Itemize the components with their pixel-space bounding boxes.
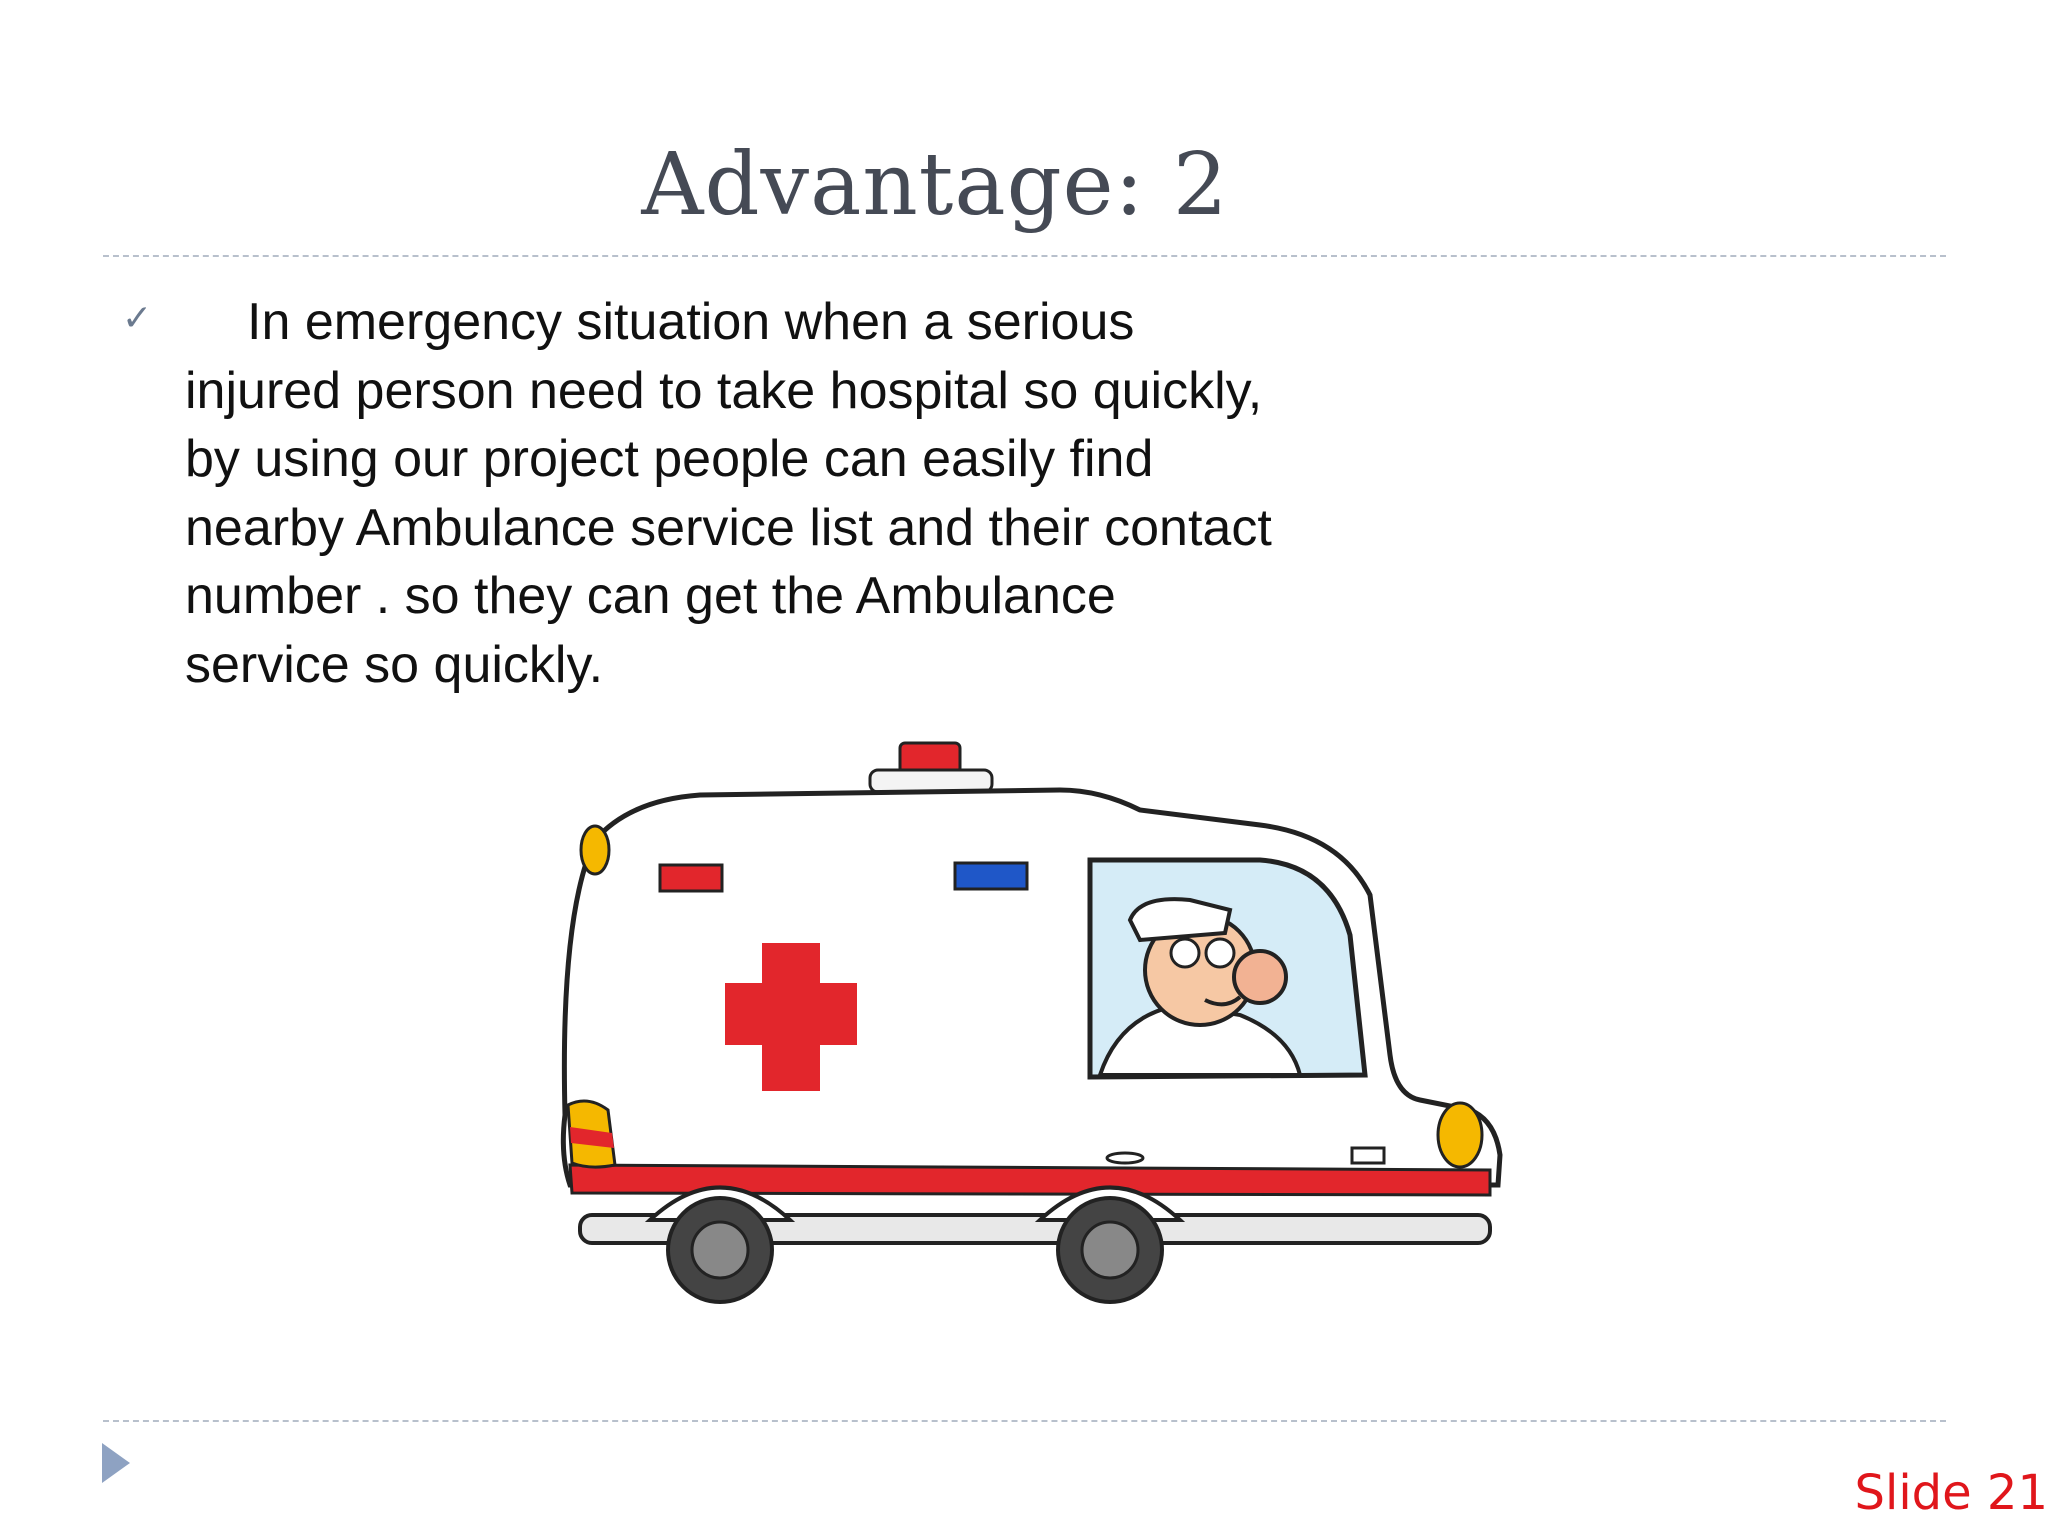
slide-title: Advantage: 2	[641, 135, 1229, 235]
slide-number: Slide 21	[1854, 1465, 2048, 1521]
bottom-divider	[103, 1420, 1946, 1422]
checkmark-icon: ✓	[122, 298, 153, 339]
ambulance-illustration	[540, 715, 1525, 1315]
play-triangle-icon[interactable]	[102, 1443, 130, 1483]
bullet-line: injured person need to take hospital so quickly,	[185, 361, 1263, 420]
bullet-line: by using our project people can easily find	[185, 430, 1154, 488]
top-divider	[103, 255, 1946, 257]
bullet-line: service so quickly.	[185, 635, 604, 694]
bullet-line: nearby Ambulance service list and their contact	[185, 498, 1272, 557]
bullet-line: In emergency situation when a serious	[247, 293, 1135, 351]
bullet-line: number . so they can get the Ambulance	[185, 567, 1116, 625]
bullet-text	[185, 288, 1425, 699]
